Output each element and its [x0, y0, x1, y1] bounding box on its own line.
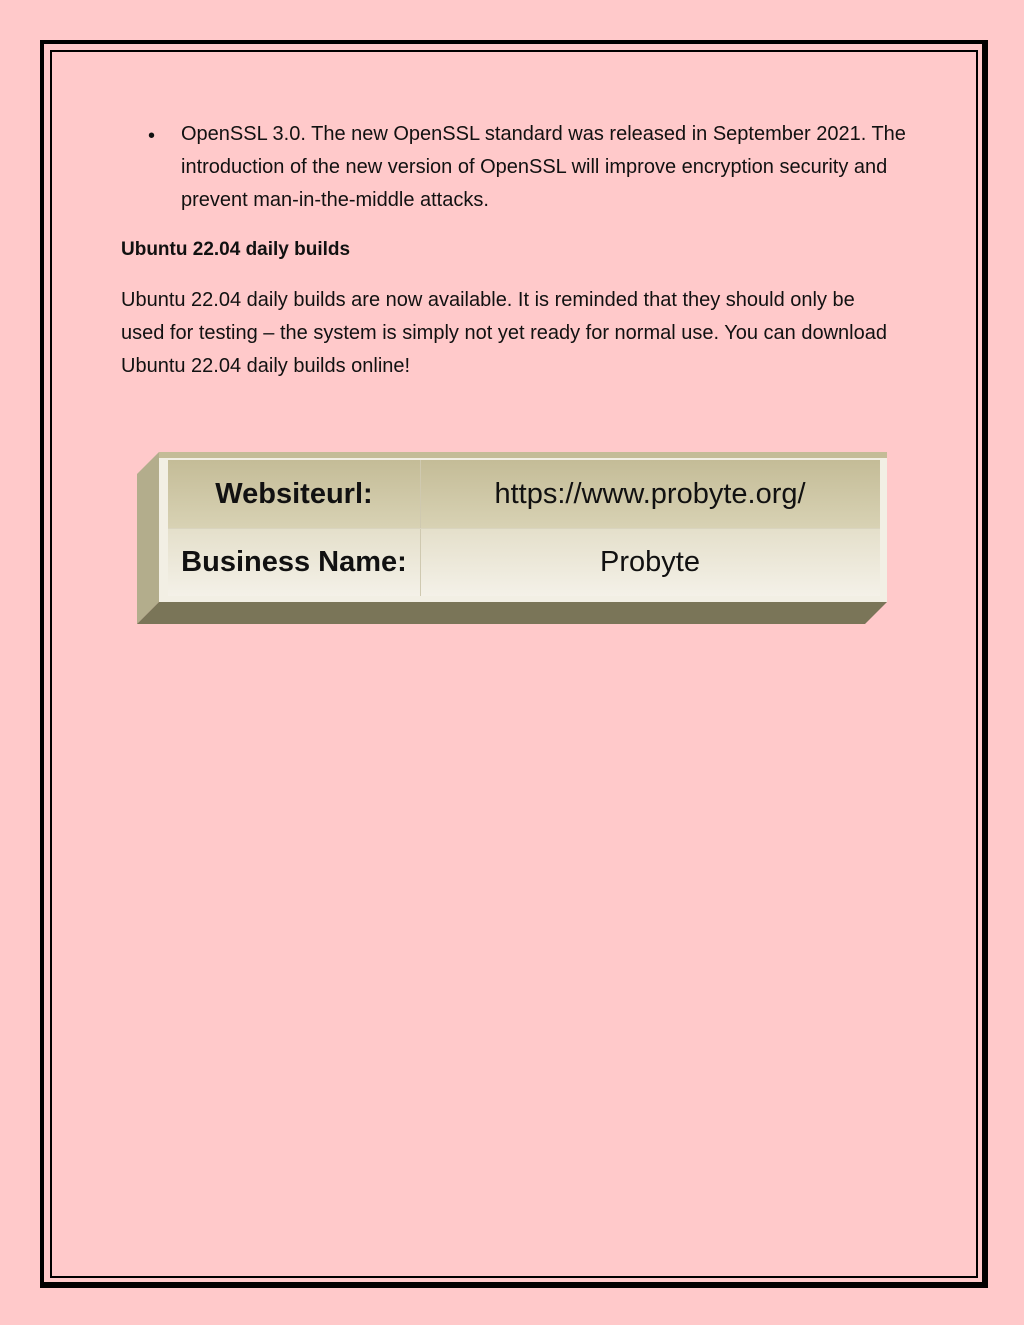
page-border [40, 40, 988, 1288]
business-row [168, 528, 880, 596]
table-divider-horizontal [168, 528, 880, 529]
bullet-text: OpenSSL 3.0. The new OpenSSL standard was released in September 2021. The introduction of the new version of OpenSSL will improve encryption security and prevent man-in-the-middle attacks. [181, 123, 906, 211]
bullet-point: • [148, 125, 156, 147]
website-label: Websiteurl: [215, 477, 373, 510]
website-value: https://www.probyte.org/ [494, 477, 806, 510]
business-value: Probyte [600, 545, 700, 578]
page-border-inner [50, 50, 978, 1278]
info-table [168, 460, 880, 596]
section-heading: Ubuntu 22.04 daily builds [121, 239, 351, 260]
website-row [168, 460, 880, 528]
body-paragraph: Ubuntu 22.04 daily builds are now available. It is reminded that they should only be used for testing – the system is simply not yet ready for normal use. You can download Ubuntu 22.04 daily builds online! [121, 289, 887, 377]
business-label: Business Name: [181, 545, 407, 578]
